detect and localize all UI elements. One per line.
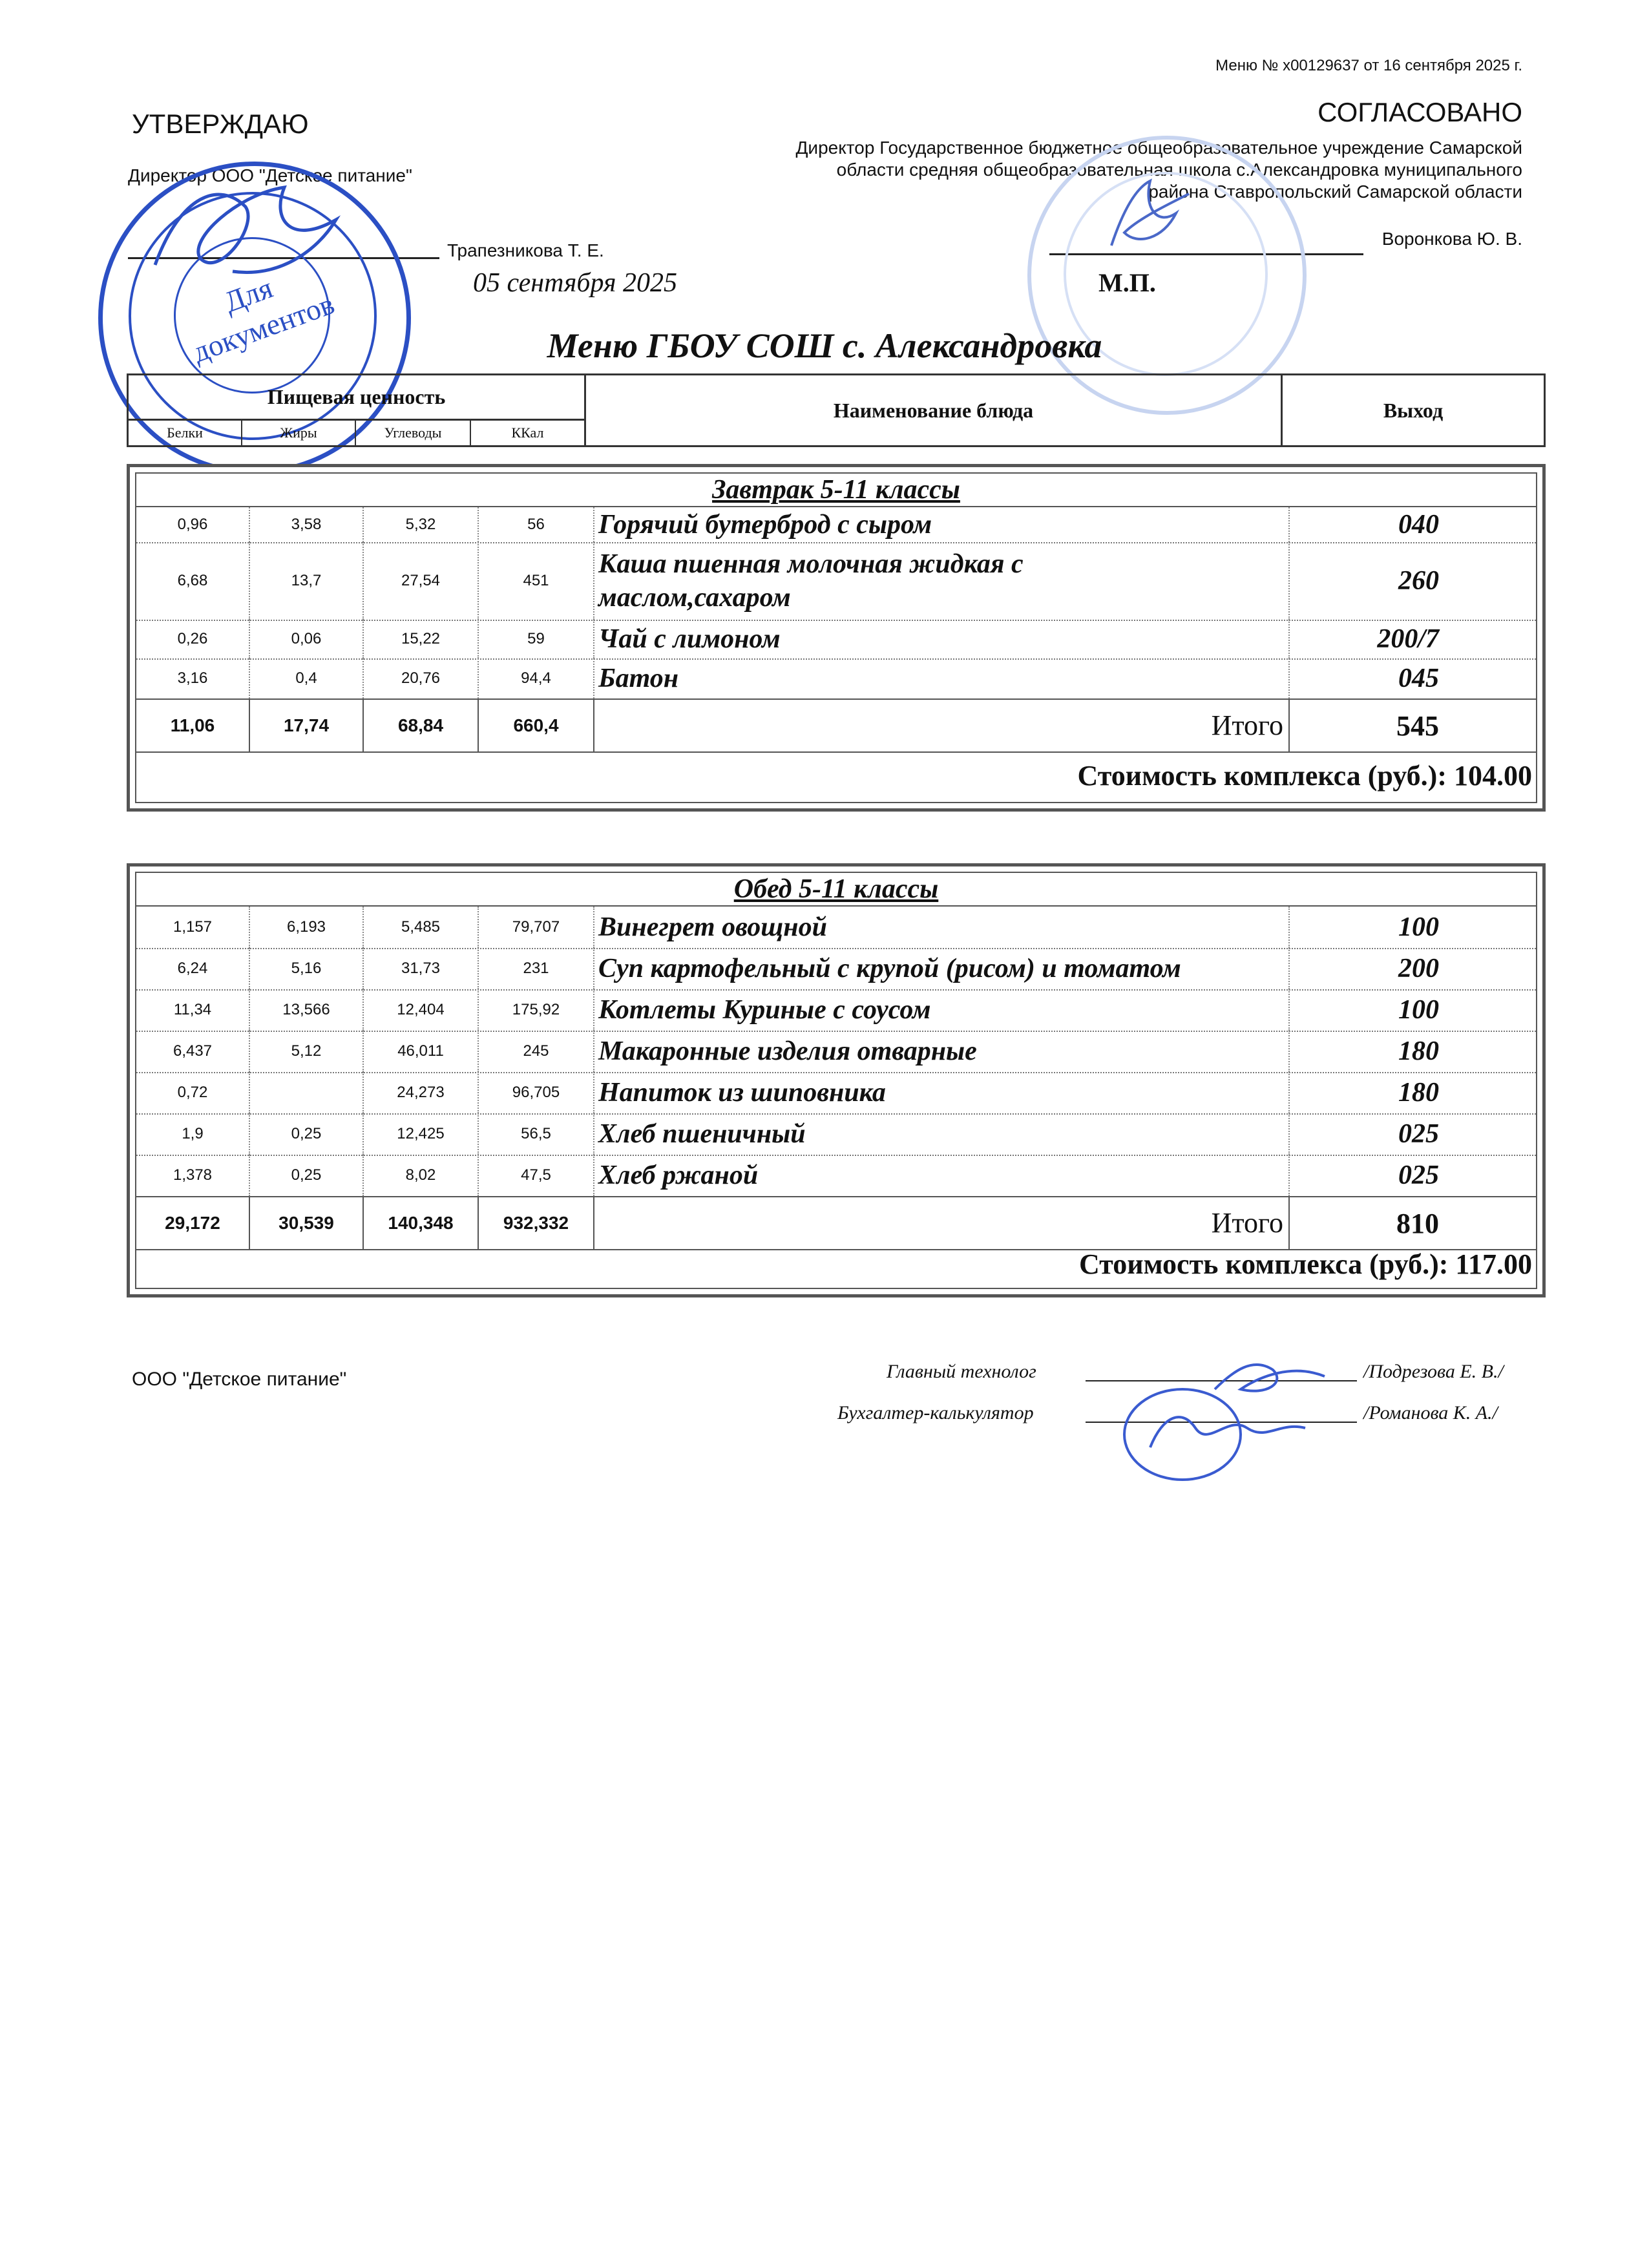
accountant-title: Бухгалтер-калькулятор [837, 1402, 1034, 1423]
dish-name: Винегрет овощной [594, 907, 1290, 948]
dish-name: Суп картофельный с крупой (рисом) и томатом [594, 948, 1290, 989]
carbs-cell: 20,76 [364, 658, 479, 698]
carbs-cell: 31,73 [364, 948, 479, 989]
dish-output: 045 [1398, 664, 1439, 693]
total-output: 545 [1396, 709, 1439, 742]
kcal-cell: 451 [479, 542, 594, 620]
kcal-cell: 79,707 [479, 907, 594, 948]
carbs-cell: 12,425 [364, 1113, 479, 1155]
dish-output: 025 [1398, 1119, 1439, 1149]
carbs-header: Углеводы [356, 421, 471, 445]
table-row [136, 1155, 1536, 1197]
dish-output: 200 [1398, 954, 1439, 983]
fat-total: 17,74 [250, 700, 364, 751]
fat-cell: 0,25 [250, 1113, 364, 1155]
total-row [136, 698, 1536, 753]
dish-name: Макаронные изделия отварные [594, 1031, 1290, 1072]
carbs-total: 68,84 [364, 700, 479, 751]
table-row [136, 948, 1536, 991]
carbs-cell: 46,011 [364, 1031, 479, 1072]
page-title: Меню ГБОУ СОШ с. Александровка [547, 326, 1102, 365]
table-row [136, 542, 1536, 621]
carbs-cell: 8,02 [364, 1155, 479, 1196]
table-row [136, 1072, 1536, 1115]
dish-output: 200/7 [1377, 624, 1439, 654]
total-label: Итого [594, 700, 1290, 751]
protein-cell: 6,68 [136, 542, 250, 620]
section-title: Обед 5-11 классы [136, 873, 1536, 907]
kcal-total: 660,4 [479, 700, 594, 751]
lunch-section [127, 863, 1546, 1297]
agreed-heading: СОГЛАСОВАНО [1318, 97, 1522, 127]
table-row [136, 989, 1536, 1032]
fat-cell: 0,06 [250, 620, 364, 658]
fat-total: 30,539 [250, 1197, 364, 1249]
nutrition-header: Пищевая ценность [129, 375, 586, 421]
kcal-cell: 56 [479, 507, 594, 542]
footer-signatures [1111, 1344, 1357, 1493]
fat-cell: 3,58 [250, 507, 364, 542]
fat-cell: 6,193 [250, 907, 364, 948]
protein-cell: 1,9 [136, 1113, 250, 1155]
fat-cell: 5,16 [250, 948, 364, 989]
complex-cost: Стоимость комплекса (руб.): 117.00 [1078, 1248, 1532, 1280]
carbs-cell: 5,32 [364, 507, 479, 542]
kcal-cell: 56,5 [479, 1113, 594, 1155]
carbs-cell: 27,54 [364, 542, 479, 620]
carbs-cell: 12,404 [364, 989, 479, 1031]
table-row [136, 658, 1536, 700]
approve-signature [142, 168, 375, 297]
dish-output: 260 [1398, 566, 1439, 596]
output-header: Выход [1383, 398, 1444, 422]
kcal-cell: 245 [479, 1031, 594, 1072]
carbs-cell: 15,22 [364, 620, 479, 658]
protein-cell: 0,72 [136, 1072, 250, 1113]
protein-header: Белки [129, 421, 242, 445]
dish-name: Чай с лимоном [594, 620, 1290, 658]
protein-cell: 0,96 [136, 507, 250, 542]
dish-name: Хлеб ржаной [594, 1155, 1290, 1196]
chief-technologist-title: Главный технолог [887, 1361, 1036, 1382]
approve-date: 05 сентября 2025 [473, 268, 678, 298]
dish-output: 180 [1398, 1036, 1439, 1066]
table-row [136, 907, 1536, 949]
dish-name: Напиток из шиповника [594, 1072, 1290, 1113]
protein-total: 11,06 [136, 700, 250, 751]
seal-inner-text: Для документов [188, 271, 339, 369]
fat-cell: 13,566 [250, 989, 364, 1031]
agreed-name: Воронкова Ю. В. [1381, 229, 1522, 249]
carbs-cell: 5,485 [364, 907, 479, 948]
seal-label: М.П. [1098, 268, 1156, 297]
kcal-cell: 47,5 [479, 1155, 594, 1196]
fat-cell: 0,4 [250, 658, 364, 698]
approve-name: Трапезникова Т. Е. [447, 240, 604, 260]
chief-technologist-name: /Подрезова Е. В./ [1363, 1361, 1504, 1382]
total-label: Итого [594, 1197, 1290, 1249]
table-row [136, 507, 1536, 543]
protein-total: 29,172 [136, 1197, 250, 1249]
dish-output: 180 [1398, 1078, 1439, 1108]
dish-header: Наименование блюда [586, 375, 1283, 445]
dish-name: Батон [594, 658, 1290, 698]
dish-name: Хлеб пшеничный [594, 1113, 1290, 1155]
fat-cell: 0,25 [250, 1155, 364, 1196]
agreed-position-line2: области средняя общеобразовательная школа с.Александровка муниципального [836, 160, 1522, 180]
kcal-cell: 231 [479, 948, 594, 989]
table-row [136, 620, 1536, 660]
fat-cell: 13,7 [250, 542, 364, 620]
dish-name: Котлеты Куриные с соусом [594, 989, 1290, 1031]
table-row [136, 1031, 1536, 1073]
dish-output: 100 [1398, 912, 1439, 942]
kcal-header: ККал [471, 421, 586, 445]
section-title: Завтрак 5-11 классы [136, 474, 1536, 507]
footer-company: ООО "Детское питание" [132, 1369, 347, 1390]
dish-output: 100 [1398, 995, 1439, 1025]
complex-cost: Стоимость комплекса (руб.): 104.00 [1077, 760, 1532, 792]
dish-output: 025 [1398, 1160, 1439, 1190]
dish-name: Горячий бутерброд с сыром [594, 507, 1290, 542]
agreed-position-line3: района Ставропольский Самарской области [1148, 182, 1522, 202]
kcal-cell: 175,92 [479, 989, 594, 1031]
approve-heading: УТВЕРЖДАЮ [132, 109, 309, 139]
protein-cell: 1,157 [136, 907, 250, 948]
table-header [127, 373, 1546, 447]
document-reference: Меню № х00129637 от 16 сентября 2025 г. [1215, 57, 1522, 74]
protein-cell: 1,378 [136, 1155, 250, 1196]
agreed-signature [1098, 168, 1202, 258]
fat-cell [250, 1072, 364, 1113]
accountant-name: /Романова К. А./ [1363, 1402, 1498, 1423]
carbs-total: 140,348 [364, 1197, 479, 1249]
kcal-cell: 59 [479, 620, 594, 658]
fat-cell: 5,12 [250, 1031, 364, 1072]
kcal-cell: 96,705 [479, 1072, 594, 1113]
breakfast-section [127, 464, 1546, 812]
protein-cell: 6,24 [136, 948, 250, 989]
dish-name: Каша пшенная молочная жидкая с маслом,сахаром [594, 542, 1290, 620]
dish-output: 040 [1398, 510, 1439, 540]
protein-cell: 11,34 [136, 989, 250, 1031]
agreed-position-line1: Директор Государственное бюджетное общеобразовательное учреждение Самарской [795, 138, 1522, 158]
carbs-cell: 24,273 [364, 1072, 479, 1113]
kcal-cell: 94,4 [479, 658, 594, 698]
protein-cell: 0,26 [136, 620, 250, 658]
protein-cell: 6,437 [136, 1031, 250, 1072]
kcal-total: 932,332 [479, 1197, 594, 1249]
total-output: 810 [1396, 1207, 1439, 1239]
protein-cell: 3,16 [136, 658, 250, 698]
table-row [136, 1113, 1536, 1156]
fat-header: Жиры [242, 421, 356, 445]
approve-position: Директор ООО "Детское питание" [128, 165, 412, 185]
